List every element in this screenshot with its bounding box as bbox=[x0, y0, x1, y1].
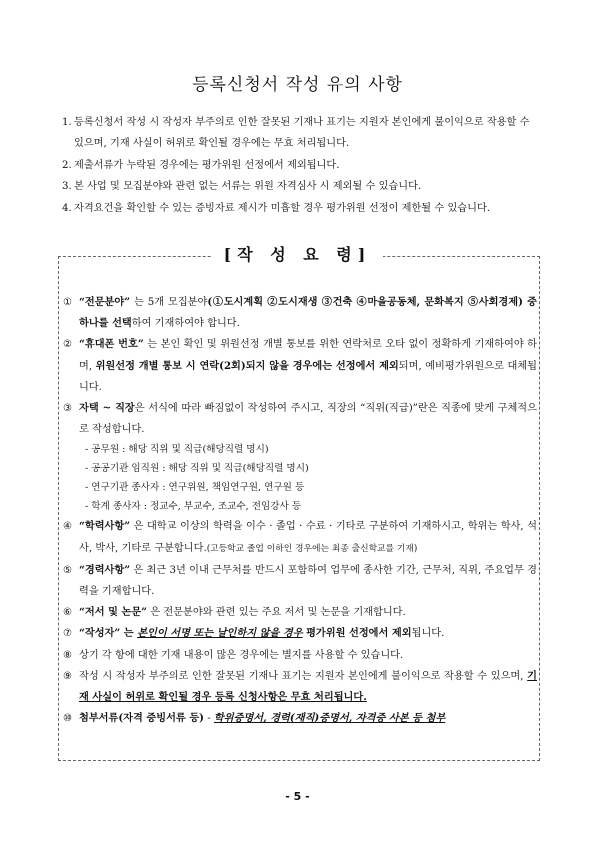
guide-item-4: ④ “학력사항” 은 대학교 이상의 학력을 이수 · 졸업 · 수료 · 기타로 구분하여 기재하시고, 학위는 학사, 석사, 박사, 기타로 구분합니다.(고등학교 졸업 이하인 경우에는 최종 출신학교를 기재) bbox=[63, 520, 537, 554]
sub-item: - 공무원 : 해당 직위 및 직급(해당직렬 명시) bbox=[85, 444, 269, 456]
note-item: 4. 자격요건을 확인할 수 있는 증빙자료 제시가 미흡할 경우 평가위원 선정이 제한될 수 있습니다. bbox=[62, 202, 491, 214]
guide-item-10: ⑩ 첨부서류(자격 증빙서류 등) - 학위증명서, 경력(재직)증명서, 자격증 사본 등 첨부 bbox=[63, 712, 446, 725]
guide-item-6: ⑥ “저서 및 논문” 은 전문분야와 관련 있는 주요 저서 및 논문을 기재합니다. bbox=[63, 606, 406, 619]
note-item: 2. 제출서류가 누락된 경우에는 평가위원 선정에서 제외됩니다. bbox=[62, 159, 340, 171]
guide-list bbox=[63, 292, 537, 729]
note-item: 1. 등록신청서 작성 시 작성자 부주의로 인한 잘못된 기재나 표기는 지원자 본인에게 불이익으로 작용할 수 있으며, 기재 사실이 허위로 확인될 경우에는 무효 처리됩니다. bbox=[62, 117, 530, 150]
guide-item-5: ⑤ “경력사항” 은 최근 3년 이내 근무처를 반드시 포함하여 업무에 종사한 기간, 근무처, 직위, 주요업무 경력을 기재합니다. bbox=[63, 563, 537, 598]
guide-title: [작 성 요 령] bbox=[0, 242, 595, 265]
guide-item-3: ③ 자택 ~ 직장은 서식에 따라 빠짐없이 작성하여 주시고, 직장의 “직위(직급)”란은 직종에 맞게 구체적으로 작성합니다. bbox=[63, 402, 537, 436]
guide-item-8: ⑧ 상기 각 항에 대한 기재 내용이 많은 경우에는 별지를 사용할 수 있습니다. bbox=[63, 649, 404, 661]
page-title: 등록신청서 작성 유의 사항 bbox=[192, 75, 403, 95]
guide-item-1: ① “전문분야” 는 5개 모집분야(①도시계획 ②도시재생 ③건축 ④마을공동체, 문화복지 ⑤사회경제) 중 하나를 선택하여 기재하여야 합니다. bbox=[63, 296, 537, 330]
page-number: - 5 - bbox=[285, 790, 310, 803]
sub-item: - 연구기관 종사자 : 연구위원, 책임연구원, 연구원 등 bbox=[85, 482, 305, 494]
sub-item: - 공공기관 임직원 : 해당 직위 및 직급(해당직렬 명시) bbox=[85, 463, 309, 475]
note-item: 3. 본 사업 및 모집분야와 관련 없는 서류는 위원 자격심사 시 제외될 수 있습니다. bbox=[62, 181, 422, 193]
notes-list bbox=[62, 112, 542, 219]
guide-item-3-subs bbox=[63, 440, 537, 516]
guide-item-9: ⑨ 작성 시 작성자 부주의로 인한 잘못된 기재나 표기는 지원자 본인에게 불이익으로 작용할 수 있으며, 기재 사실이 허위로 확인될 경우 등록 신청사항은 무효 처리됩니다. bbox=[63, 669, 537, 704]
guide-item-2: ② “휴대폰 번호” 는 본인 확인 및 위원선정 개별 통보를 위한 연락처로 오타 없이 정확하게 기재하여야 하며, 위원선정 개별 통보 시 연락(2회)되지 않을 경우에는 선정에서 제외되며, 예비평가위원으로 대체됩니다. bbox=[63, 338, 537, 393]
sub-item: - 학계 종사자 : 정교수, 부교수, 조교수, 전임강사 등 bbox=[85, 501, 302, 513]
guide-item-7: ⑦ “작성자” 는 본인이 서명 또는 날인하지 않을 경우 평가위원 선정에서 제외됩니다. bbox=[63, 627, 445, 640]
